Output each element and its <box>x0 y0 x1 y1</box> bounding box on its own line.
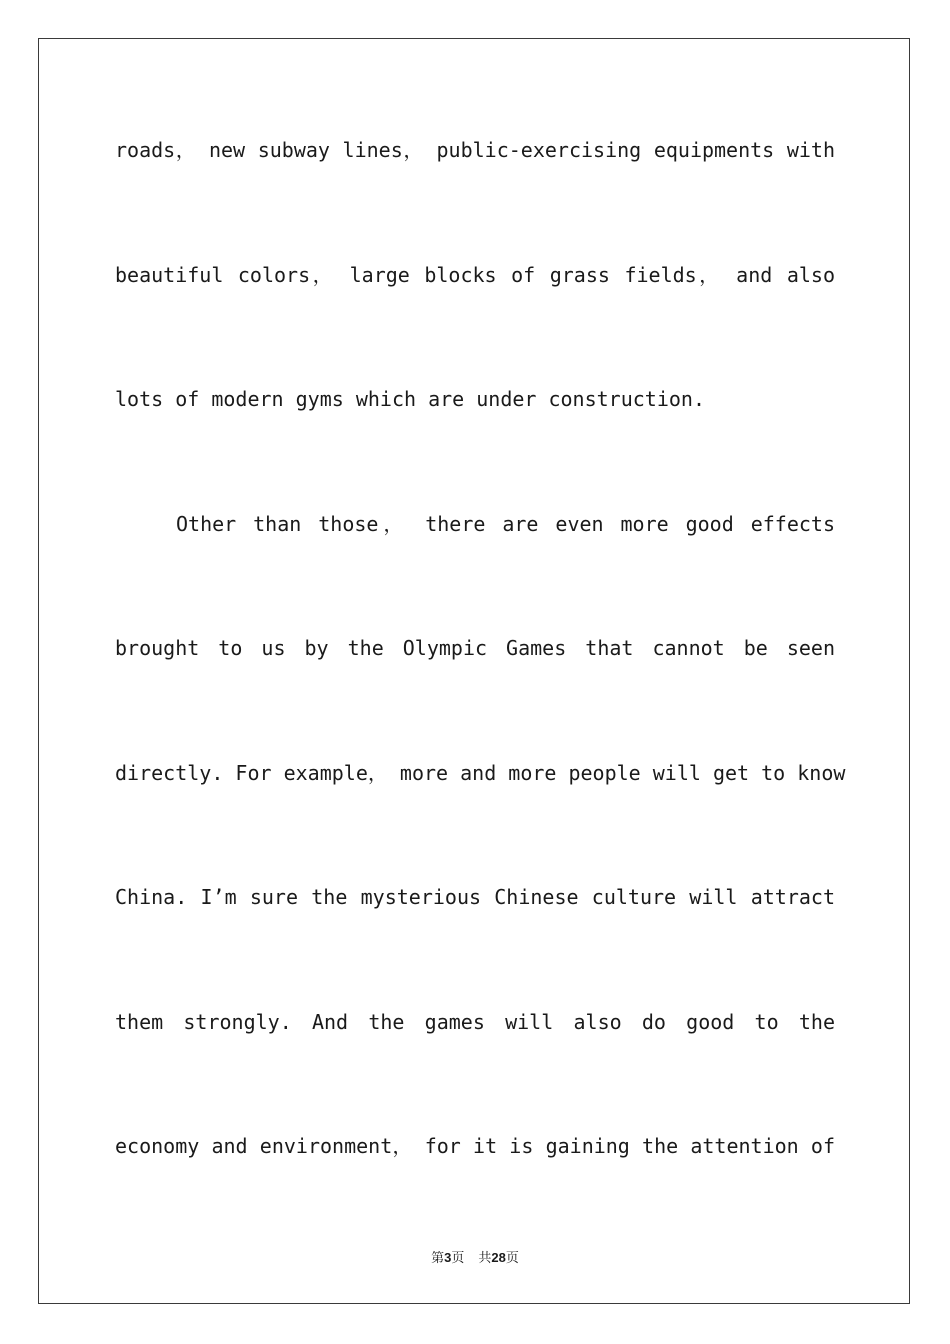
paragraph-start-line: Other than those， there are even more good effects <box>176 511 835 536</box>
page-suffix: 页 <box>451 1251 465 1266</box>
text-line: them strongly. And the games will also do good to the <box>115 1009 835 1034</box>
body-text <box>115 132 846 1253</box>
total-prefix: 共 <box>478 1251 492 1266</box>
text-line: China. I’m sure the mysterious Chinese culture will attract <box>115 885 835 909</box>
text-line: economy and environment， for it is gaining the attention of <box>115 1134 835 1158</box>
text-line: beautiful colors， large blocks of grass fields， and also <box>115 262 835 287</box>
total-pages: 28 <box>491 1250 506 1265</box>
text-line: roads， new subway lines， public-exercising equipments with <box>115 138 835 162</box>
page-footer <box>0 1247 950 1266</box>
total-suffix: 页 <box>505 1251 519 1266</box>
text-line: directly. For example， more and more people will get to know <box>115 760 846 785</box>
text-line: lots of modern gyms which are under construction. <box>115 387 706 411</box>
page-prefix: 第 <box>431 1251 445 1266</box>
page-number: 3 <box>444 1250 452 1265</box>
text-line: brought to us by the Olympic Games that cannot be seen <box>115 636 835 660</box>
